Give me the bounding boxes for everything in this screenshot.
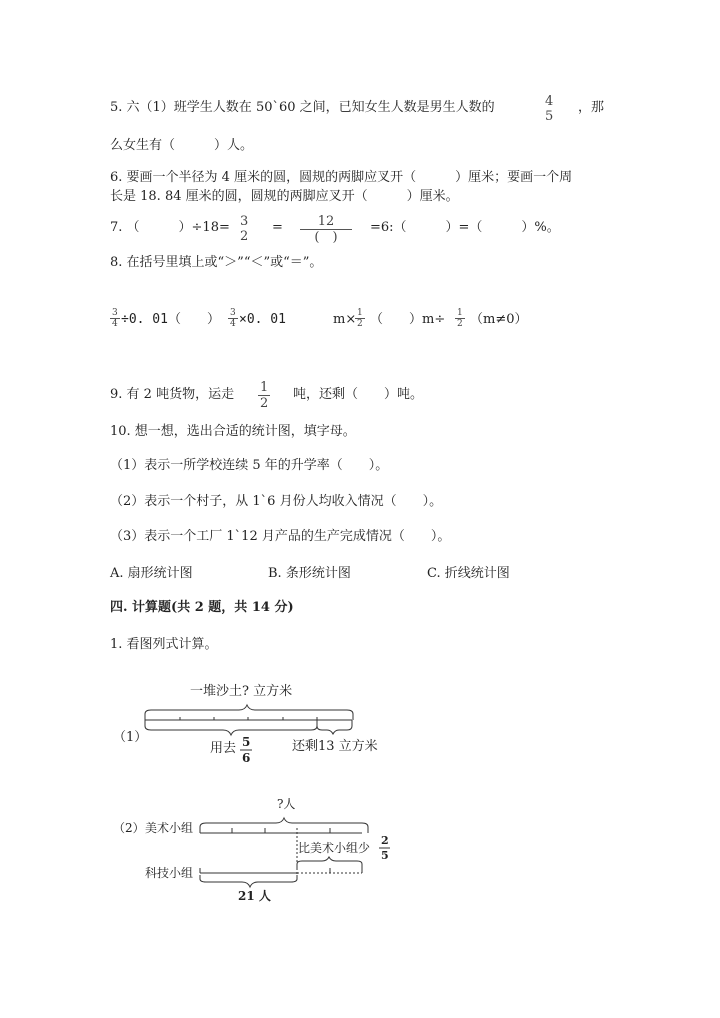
- q8-frac-4: [455, 308, 465, 329]
- denominator: 2: [260, 396, 269, 411]
- numerator: 3: [240, 214, 249, 229]
- q10-item-2: （2）表示一个村子，从 1`6 月份人均收入情况（ ）。: [110, 494, 443, 509]
- numerator: 1: [457, 308, 463, 318]
- denominator: 2: [457, 319, 463, 329]
- denominator: ( ): [300, 229, 352, 245]
- q10-option-c: C. 折线统计图: [427, 566, 510, 581]
- denominator: 5: [545, 109, 554, 124]
- numerator: 3: [230, 308, 236, 318]
- tech-count-label: 21 人: [238, 889, 271, 903]
- tech-brace: [200, 875, 297, 887]
- q8-expr-4: （m≠0）: [470, 312, 528, 327]
- numerator: 1: [357, 308, 363, 318]
- diagram-2-label: （2）: [113, 821, 145, 835]
- q10-title: 10. 想一想，选出合适的统计图，填字母。: [110, 424, 356, 439]
- used-frac-numerator: 5: [242, 735, 251, 749]
- q10-option-a: A. 扇形统计图: [110, 566, 193, 581]
- c1-title: 1. 看图列式计算。: [110, 637, 218, 652]
- q8-expr-3: m×: [333, 312, 357, 327]
- diagram-1-used-label: 用去: [210, 741, 237, 756]
- q8-expr-1: ÷0. 01（ ）: [121, 312, 220, 327]
- q7-fraction-1: [238, 214, 250, 244]
- q8-text: 8. 在括号里填上或“＞”“＜”或“＝”。: [110, 255, 323, 270]
- q9-part-b: 吨，还剩（ ）吨。: [293, 387, 424, 402]
- section-title: 四. 计算题(共 2 题，共 14 分): [110, 600, 294, 615]
- less-frac-denominator: 5: [381, 849, 389, 862]
- q8-expr-3b: （ ）m÷: [370, 312, 446, 327]
- q8-expr-2: ×0. 01: [239, 312, 286, 327]
- top-brace: [145, 705, 353, 720]
- denominator: 2: [357, 319, 363, 329]
- art-group-label: 美术小组: [145, 821, 194, 835]
- q8-frac-3: [355, 308, 365, 329]
- numerator: 1: [260, 380, 269, 395]
- q5-fraction: [543, 94, 555, 124]
- left-brace: [317, 720, 352, 734]
- ticks: [180, 717, 317, 726]
- q8-frac-2: [228, 308, 238, 329]
- diagram-1-left-label: 还剩13 立方米: [292, 739, 378, 754]
- less-brace: [297, 857, 362, 868]
- denominator: 4: [112, 319, 118, 329]
- diagram-1-top-label: 一堆沙土? 立方米: [190, 684, 293, 699]
- numerator: 3: [112, 308, 118, 318]
- denominator: 2: [240, 229, 249, 244]
- q8-frac-1: [110, 308, 120, 329]
- q5-line2: 么女生有（ ）人。: [110, 138, 254, 153]
- q10-item-1: （1）表示一所学校连续 5 年的升学率（ ）。: [110, 458, 389, 473]
- diagram-2-top-label: ?人: [277, 797, 296, 811]
- q5-tail: ，那: [578, 100, 605, 115]
- used-frac-denominator: 6: [242, 751, 251, 765]
- less-label: 比美术小组少: [298, 841, 371, 855]
- q7-part-a: 7. （ ）÷18=: [110, 220, 230, 235]
- q7-fraction-2: [302, 214, 350, 245]
- q10-option-b: B. 条形统计图: [268, 566, 351, 581]
- q9-part-a: 9. 有 2 吨货物，运走: [110, 387, 235, 402]
- q7-part-b: =6:（ ）=（ ）%。: [370, 220, 560, 235]
- diagram-1: [145, 705, 353, 735]
- q6-line1: 6. 要画一个半径为 4 厘米的圆，圆规的两脚应叉开（ ）厘米；要画一个周: [110, 170, 573, 185]
- tech-group-label: 科技小组: [145, 866, 194, 880]
- q10-item-3: （3）表示一个工厂 1`12 月产品的生产完成情况（ ）。: [110, 529, 451, 544]
- used-brace: [145, 720, 317, 735]
- q7-equals: =: [272, 220, 283, 235]
- line-diagrams: [100, 670, 420, 910]
- art-brace: [200, 818, 368, 833]
- numerator: 4: [545, 94, 554, 109]
- q6-line2: 长是 18. 84 厘米的圆，圆规的两脚应叉开（ ）厘米。: [110, 189, 459, 204]
- diagram-1-label: （1）: [113, 730, 148, 745]
- less-frac-numerator: 2: [381, 834, 389, 847]
- q5-line1: 5. 六（1）班学生人数在 50`60 之间，已知女生人数是男生人数的: [110, 100, 495, 115]
- q9-fraction: [258, 380, 270, 411]
- denominator: 4: [230, 319, 236, 329]
- numerator: 12: [317, 214, 335, 229]
